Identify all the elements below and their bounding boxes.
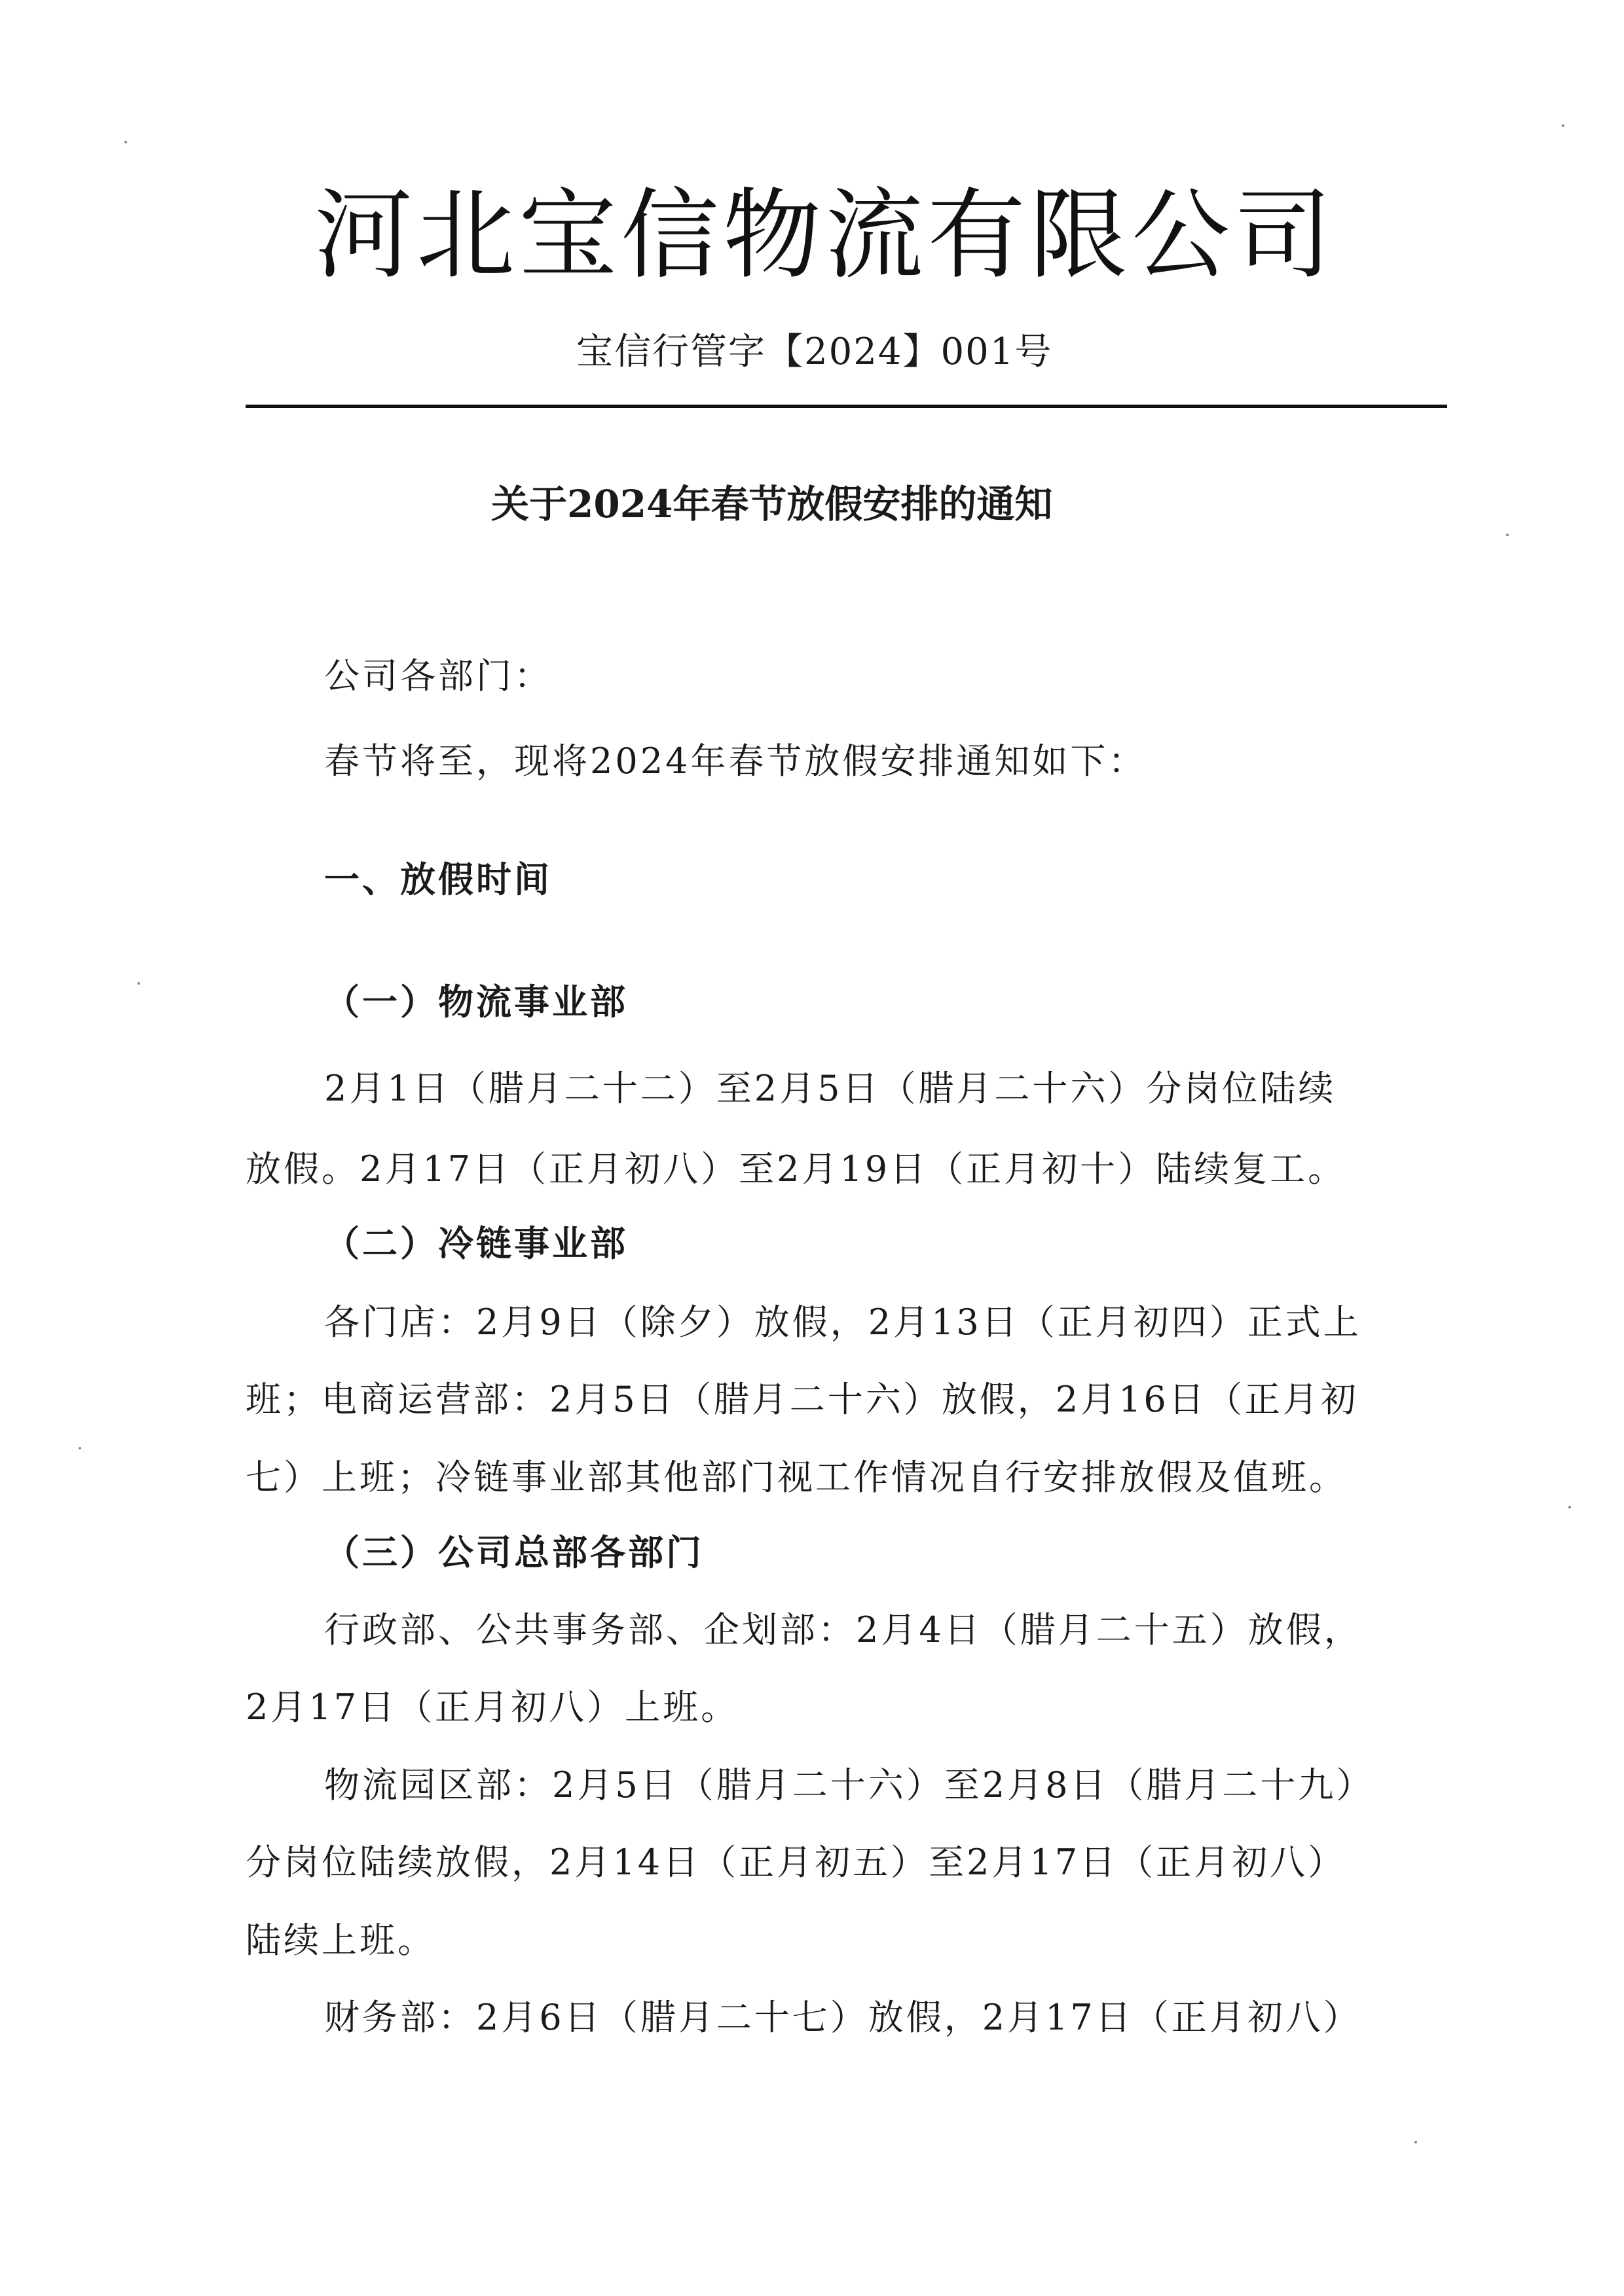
paragraph-line: 班；电商运营部：2月5日（腊月二十六）放假，2月16日（正月初 (246, 1379, 1359, 1420)
paragraph-line: 财务部：2月6日（腊月二十七）放假，2月17日（正月初八） (324, 1997, 1361, 2038)
header-divider (246, 405, 1447, 408)
scan-speck (79, 1447, 81, 1449)
intro-paragraph: 春节将至，现将2024年春节放假安排通知如下： (324, 740, 1147, 782)
scan-speck (1568, 1506, 1571, 1508)
subsection-heading: （一）物流事业部 (324, 981, 628, 1023)
scan-speck (138, 982, 140, 985)
document-number: 宝信行管字【2024】001号 (576, 331, 1053, 373)
paragraph-line: 行政部、公共事务部、企划部：2月4日（腊月二十五）放假， (324, 1609, 1362, 1650)
paragraph-line: 2月1日（腊月二十二）至2月5日（腊月二十六）分岗位陆续 (324, 1068, 1337, 1109)
scan-speck (1562, 124, 1564, 127)
scan-speck (124, 141, 127, 143)
paragraph-line: 放假。2月17日（正月初八）至2月19日（正月初十）陆续复工。 (246, 1148, 1346, 1190)
paragraph-line: 分岗位陆续放假，2月14日（正月初五）至2月17日（正月初八） (246, 1842, 1346, 1883)
notice-title: 关于2024年春节放假安排的通知 (491, 482, 1053, 526)
paragraph-line: 物流园区部：2月5日（腊月二十六）至2月8日（腊月二十九） (324, 1764, 1375, 1806)
subsection-heading: （二）冷链事业部 (324, 1222, 628, 1264)
salutation: 公司各部门： (324, 655, 552, 697)
paragraph-line: 七）上班；冷链事业部其他部门视工作情况自行安排放假及值班。 (246, 1457, 1347, 1498)
paragraph-line: 各门店：2月9日（除夕）放假，2月13日（正月初四）正式上 (324, 1302, 1361, 1343)
section-heading: 一、放假时间 (324, 858, 552, 900)
scan-speck (1414, 2141, 1417, 2143)
paragraph-line: 2月17日（正月初八）上班。 (246, 1686, 739, 1728)
paragraph-line: 陆续上班。 (246, 1920, 435, 1961)
company-name: 河北宝信物流有限公司 (314, 179, 1337, 293)
subsection-heading: （三）公司总部各部门 (324, 1531, 704, 1573)
scan-speck (1506, 534, 1509, 536)
